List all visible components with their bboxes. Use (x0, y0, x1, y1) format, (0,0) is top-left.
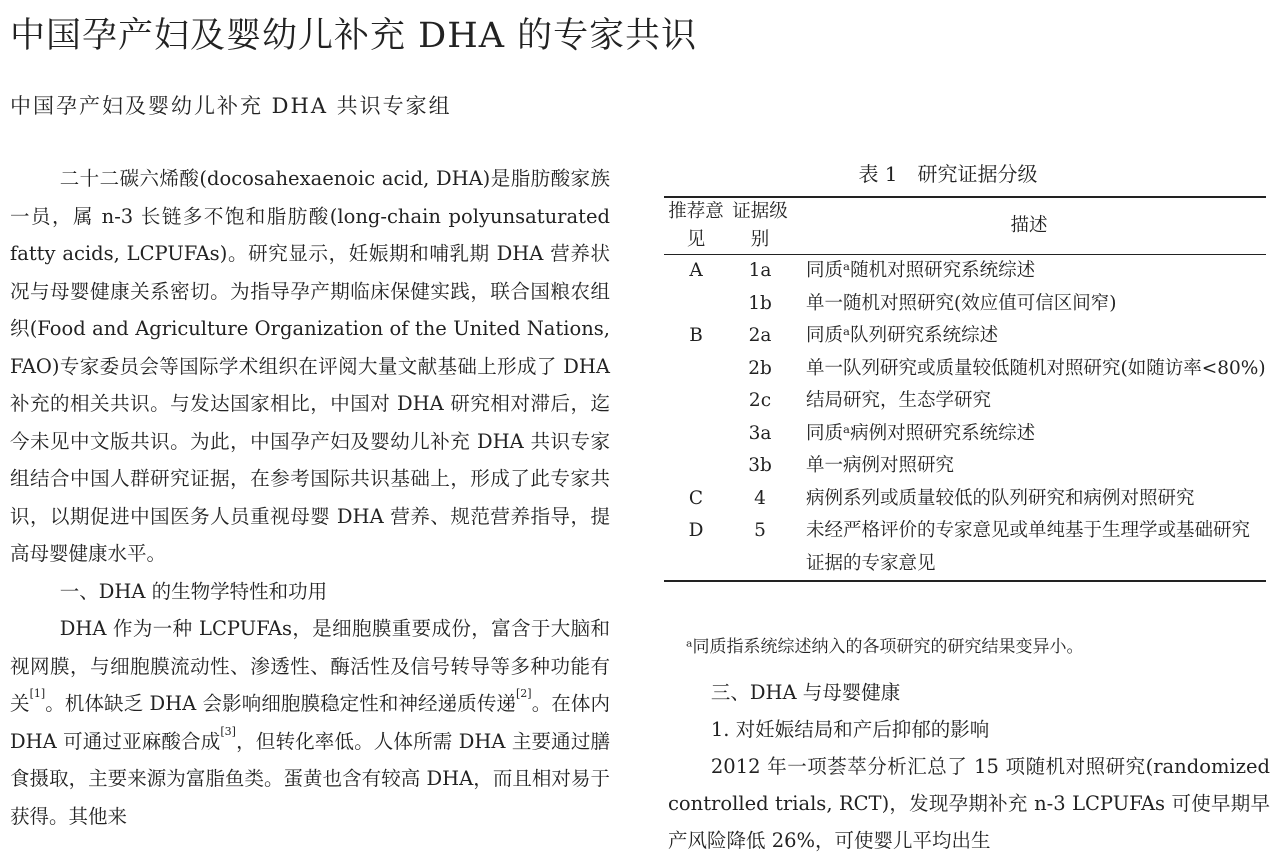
table-row (664, 385, 1266, 418)
cell-level: 2a (748, 325, 772, 346)
biology-text-2: 。机体缺乏 DHA 会影响细胞膜稳定性和神经递质传递 (45, 692, 517, 715)
cell-level: 4 (754, 487, 766, 509)
table-row (664, 288, 1266, 321)
cell-description: 结局研究，生态学研究 (806, 390, 992, 411)
table-row (664, 450, 1266, 483)
cell-level: 1a (748, 260, 772, 281)
table-header-row (664, 197, 1266, 255)
cell-level: 3a (748, 422, 772, 444)
cell-recommendation: B (689, 325, 703, 346)
table-row (664, 483, 1266, 516)
biology-text-3: 。在体内 DHA 可通过亚麻酸合成 (10, 692, 610, 753)
meta-analysis-paragraph: 2012 年一项荟萃分析汇总了 15 项随机对照研究(randomized controlled trials, RCT)，发现孕期补充 n-3 LCPUFAs 可使早期早产风险降低 26%，可使婴儿平均出生 (668, 755, 1270, 852)
cell-level: 1b (748, 292, 772, 314)
article-title: 中国孕产妇及婴幼儿补充 DHA 的专家共识 (10, 16, 698, 56)
citation-1: [1] (29, 687, 46, 700)
cell-recommendation (664, 450, 728, 483)
cell-description: 同质ᵃ队列研究系统综述 (806, 325, 999, 346)
cell-description: 单一病例对照研究 (806, 455, 955, 476)
biology-text-4: ，但转化率低。人体所需 DHA 主要通过膳食摄取，主要来源为富脂鱼类。蛋黄也含有较高 DHA，而且相对易于获得。其他来 (10, 729, 610, 828)
cell-recommendation: A (689, 260, 703, 281)
header-description: 描述 (792, 197, 1266, 255)
cell-description: 单一队列研究或质量较低随机对照研究(如随访率<80%) (806, 357, 1266, 379)
cell-description: 未经严格评价的专家意见或单纯基于生理学或基础研究证据的专家意见 (792, 515, 1266, 581)
cell-description: 同质ᵃ随机对照研究系统综述 (806, 260, 1036, 281)
cell-recommendation: D (664, 515, 728, 581)
evidence-grade-table (664, 196, 1266, 582)
table-title: 表 1 研究证据分级 (858, 162, 1038, 186)
cell-recommendation (664, 385, 728, 418)
section-1-heading: 一、DHA 的生物学特性和功用 (59, 579, 328, 603)
table-row (664, 418, 1266, 451)
table-row (664, 320, 1266, 353)
header-recommendation: 推荐意见 (664, 197, 728, 255)
cell-description: 病例系列或质量较低的队列研究和病例对照研究 (806, 487, 1195, 509)
table-row (664, 353, 1266, 386)
citation-2: [2] (516, 687, 532, 700)
cell-level: 5 (728, 515, 792, 581)
author-group: 中国孕产妇及婴幼儿补充 DHA 共识专家组 (10, 94, 452, 118)
cell-recommendation: C (688, 487, 704, 509)
citation-3: [3] (220, 724, 236, 738)
table-row (664, 255, 1266, 288)
subsection-1-heading: 1. 对妊娠结局和产后抑郁的影响 (710, 718, 990, 741)
cell-level: 2c (748, 390, 772, 411)
cell-recommendation (664, 353, 728, 386)
biology-text-1: DHA 作为一种 LCPUFAs，是细胞膜重要成份，富含于大脑和视网膜，与细胞膜流动性、渗透性、酶活性及信号转导等多种功能有关 (10, 617, 610, 715)
cell-recommendation (664, 288, 728, 321)
table-footnote: ᵃ同质指系统综述纳入的各项研究的研究结果变异小。 (686, 637, 1084, 657)
biology-paragraph (10, 610, 610, 835)
table-body (664, 255, 1266, 582)
cell-level: 3b (748, 455, 772, 476)
left-column (10, 160, 610, 835)
cell-description: 单一随机对照研究(效应值可信区间窄) (806, 292, 1117, 314)
cell-description: 同质ᵃ病例对照研究系统综述 (806, 422, 1036, 444)
intro-paragraph: 二十二碳六烯酸(docosahexaenoic acid, DHA)是脂肪酸家族一员，属 n-3 长链多不饱和脂肪酸(long-chain polyunsaturated fatty acids, LCPUFAs)。研究显示，妊娠期和哺乳期 DHA 营养状况与母婴健康关系密切。为指导孕产期临床保健实践，联合国粮农组织(Food and Agriculture Organization of the United Nations, FAO)专家委员会等国际学术组织在评阅大量文献基础上形成了 DHA 补充的相关共识。与发达国家相比，中国对 DHA 研究相对滞后，迄今未见中文版共识。为此，中国孕产妇及婴幼儿补充 DHA 共识专家组结合中国人群研究证据，在参考国际共识基础上，形成了此专家共识，以期促进中国医务人员重视母婴 DHA 营养、规范营养指导，提高母婴健康水平。 (10, 167, 610, 565)
cell-level: 2b (748, 357, 772, 379)
right-column (668, 674, 1270, 859)
cell-recommendation (664, 418, 728, 451)
table-row (664, 515, 1266, 581)
header-level: 证据级别 (728, 197, 792, 255)
section-3-heading: 三、DHA 与母婴健康 (710, 681, 901, 704)
